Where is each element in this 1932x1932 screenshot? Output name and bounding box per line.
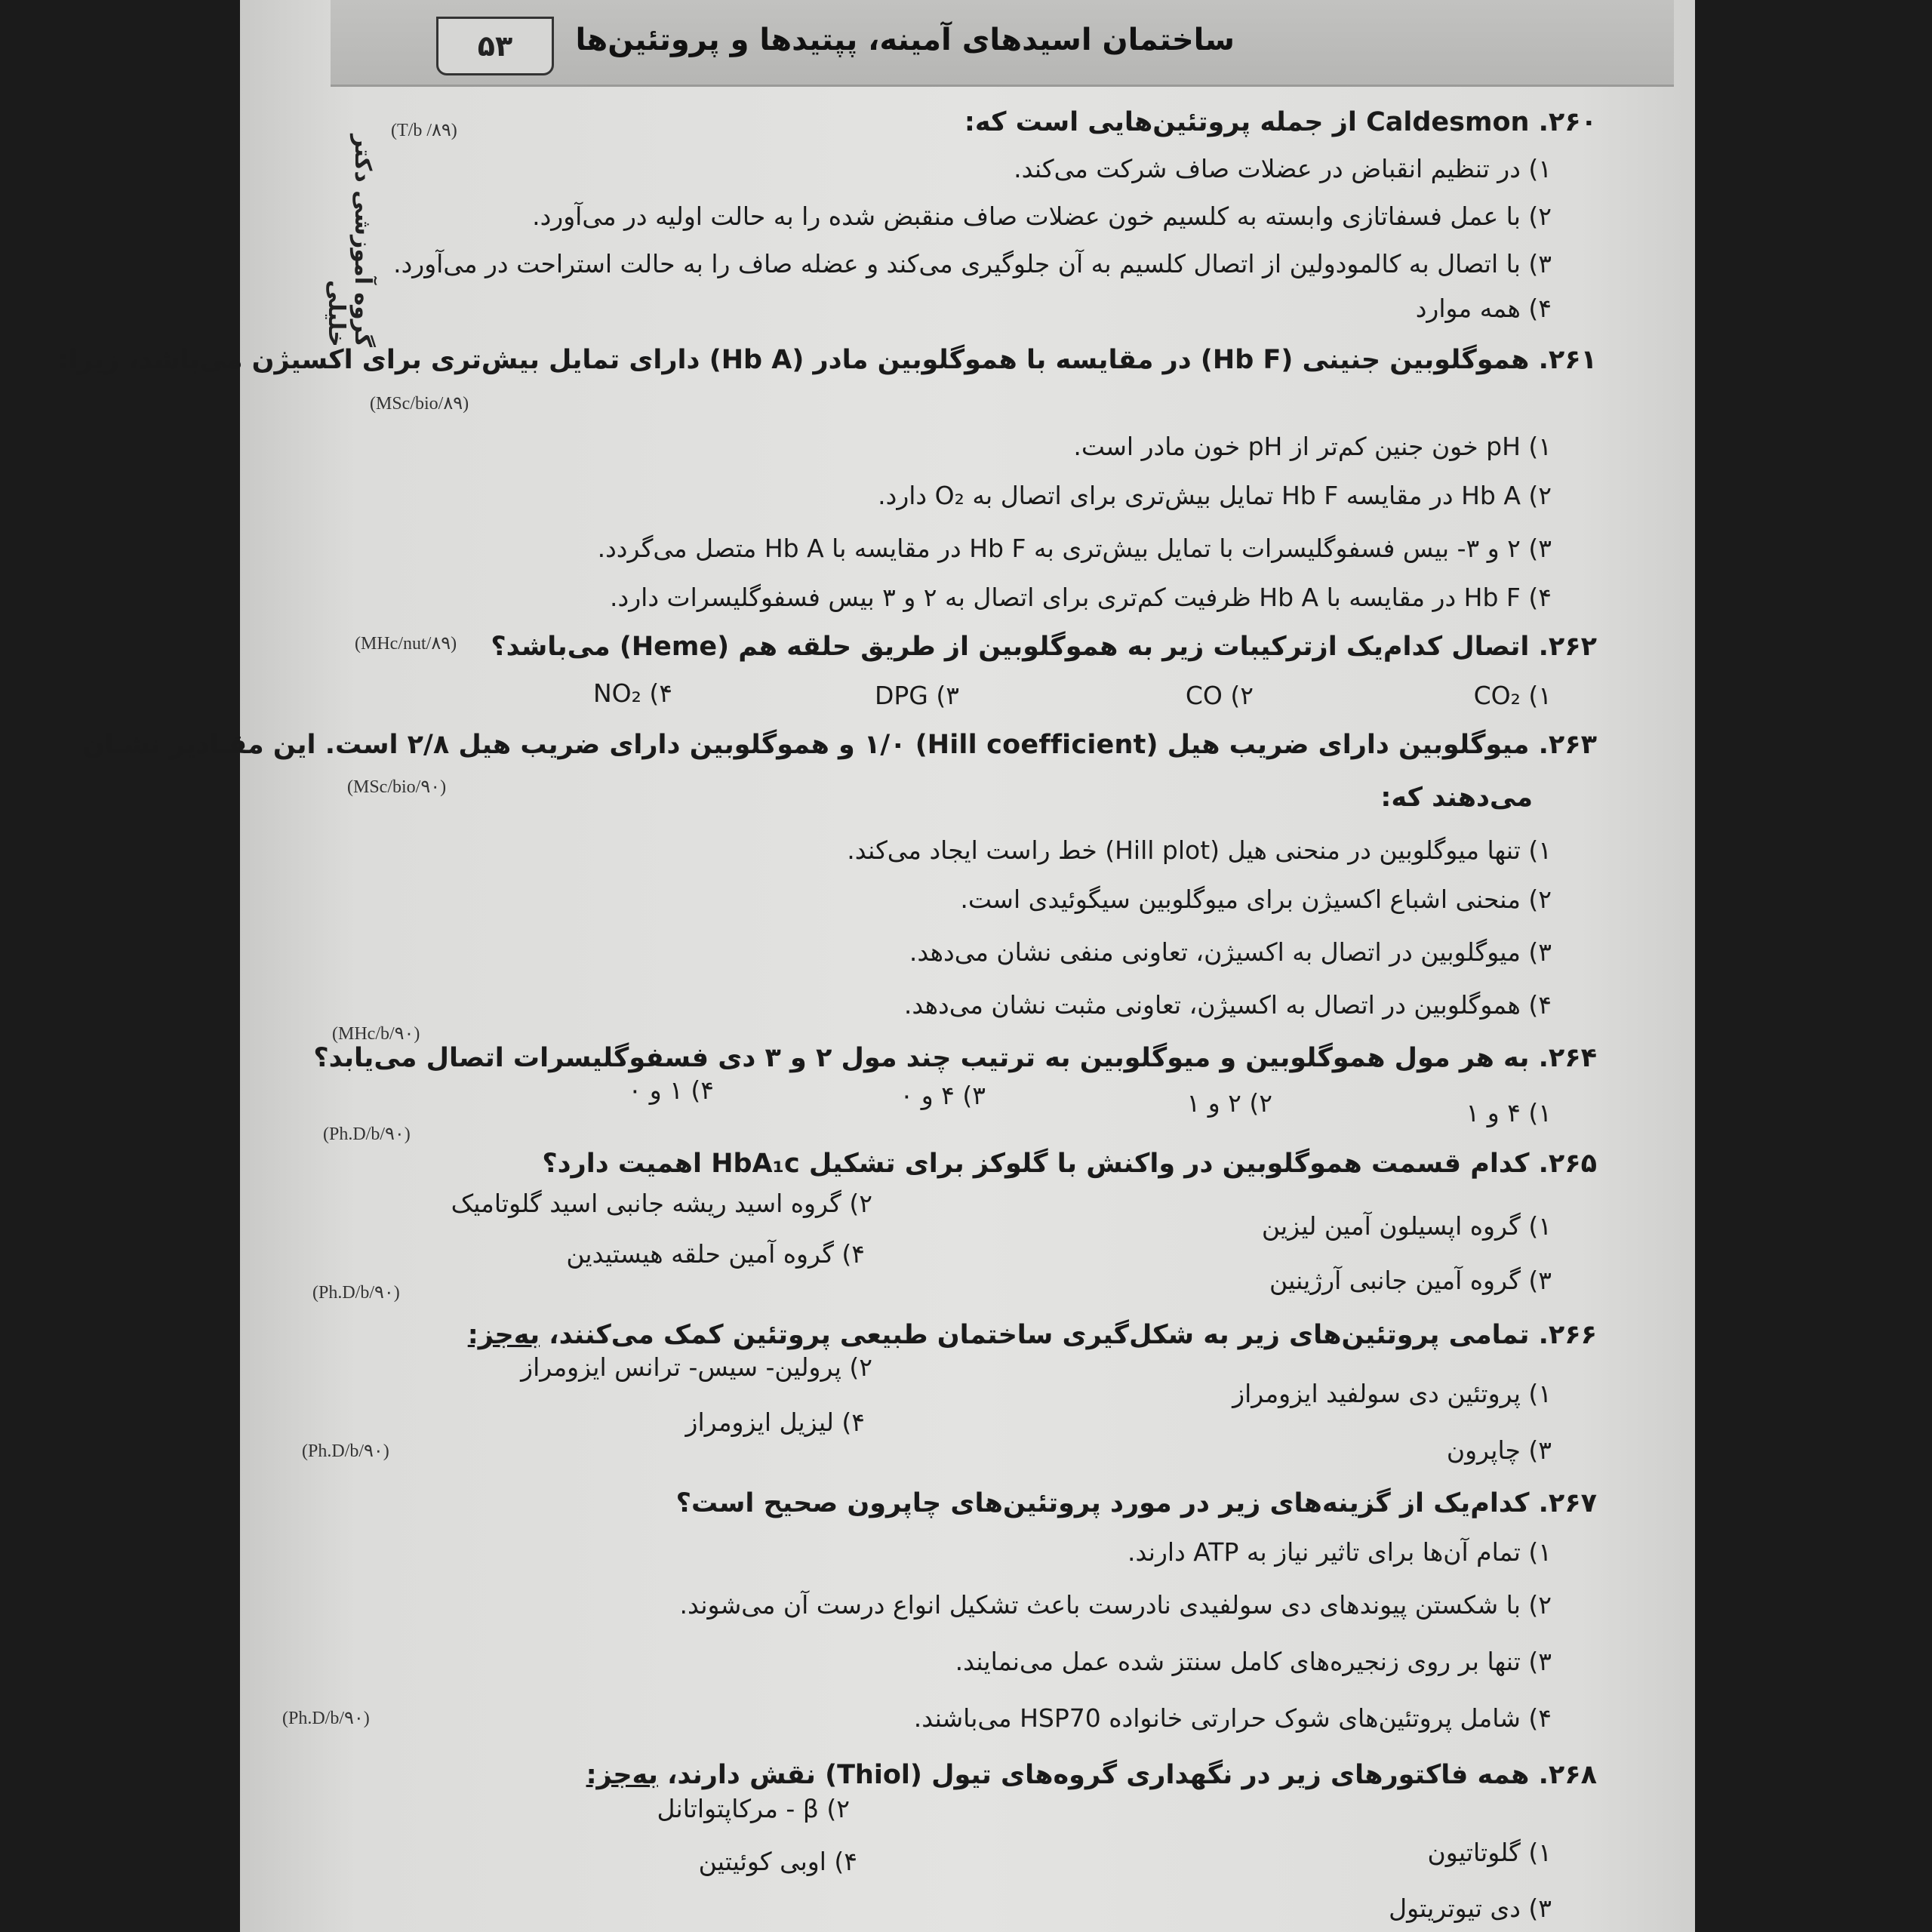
option: ۴) NO₂ — [593, 678, 672, 708]
option: ۲) با شکستن پیوندهای دی سولفیدی نادرست باعث تشکیل انواع درست آن می‌شوند. — [679, 1590, 1552, 1620]
option: ۴) همه موارد — [1415, 294, 1552, 323]
option: ۱) CO₂ — [1473, 681, 1552, 710]
question-stem — [586, 1762, 1597, 1789]
questions-content — [57, 0, 1695, 1932]
question-stem: ۲۶۴. به هر مول هموگلوبین و میوگلوبین به ترتیب چند مول ۲ و ۳ دی فسفوگلیسرات اتصال می‌یابد؟ — [313, 1043, 1597, 1073]
option: ۳) گروه آمین جانبی آرژینین — [1269, 1266, 1552, 1295]
option: ۱) تنها میوگلوبین در منحنی هیل (Hill plot) خط راست ایجاد می‌کند. — [847, 835, 1552, 865]
question-source: (MSc/bio/۸۹) — [370, 394, 469, 414]
question-source: (MSc/bio/۹۰) — [347, 777, 447, 797]
page-number: ۵۳ — [477, 29, 513, 63]
option: ۱) در تنظیم انقباض در عضلات صاف شرکت می‌کند. — [1014, 154, 1552, 183]
option: ۴) Hb F در مقایسه با Hb A ظرفیت کم‌تری برای اتصال به ۲ و ۳ بیس فسفوگلیسرات دارد. — [610, 583, 1552, 612]
option: ۲) Hb A در مقایسه Hb F تمایل بیش‌تری برای اتصال به O₂ دارد. — [878, 481, 1552, 510]
question-emphasis: به‌جز: — [586, 1760, 658, 1790]
question-stem: ۲۶۷. کدام‌یک از گزینه‌های زیر در مورد پروتئین‌های چاپرون صحیح است؟ — [675, 1488, 1597, 1518]
question-source: (Ph.D/b/۹۰) — [282, 1709, 370, 1728]
question-stem: ۲۶۰. Caldesmon از جمله پروتئین‌هایی است که: — [964, 107, 1597, 137]
option: ۴) گروه آمین حلقه هیستیدین — [566, 1239, 865, 1269]
option: ۳) ۲ و ۳- بیس فسفوگلیسرات با تمایل بیش‌تری به Hb F در مقایسه با Hb A متصل می‌گردد. — [597, 534, 1552, 563]
option: ۱) گلوتاتیون — [1427, 1838, 1552, 1867]
question-stem — [468, 1322, 1597, 1349]
question-emphasis: به‌جز: — [467, 1320, 540, 1350]
option: ۴) شامل پروتئین‌های شوک حرارتی خانواده HSP70 می‌باشند. — [913, 1703, 1552, 1733]
option: ۱) پروتئین دی سولفید ایزومراز — [1232, 1379, 1552, 1408]
question-source: (MHc/nut/۸۹) — [355, 634, 457, 654]
option: ۲) CO — [1185, 681, 1254, 710]
question-stem-text: ۲۶۸. همه فاکتورهای زیر در نگهداری گروه‌های تیول (Thiol) نقش دارند، — [657, 1760, 1597, 1790]
option: ۲) گروه اسید ریشه جانبی اسید گلوتامیک — [451, 1189, 872, 1218]
option: ۳) با اتصال به کالمودولین از اتصال کلسیم به آن جلوگیری می‌کند و عضله صاف را به حالت استراحت در می‌آورد. — [393, 249, 1552, 278]
option: ۳) دی تیوتریتول — [1389, 1894, 1552, 1923]
question-source: (T/b /۸۹) — [391, 121, 457, 140]
option: ۳) ۴ و ۰ — [900, 1081, 986, 1110]
question-source: (Ph.D/b/۹۰) — [312, 1283, 400, 1303]
option: ۴) ۱ و ۰ — [628, 1075, 714, 1105]
question-source: (Ph.D/b/۹۰) — [302, 1441, 389, 1461]
option: ۲) منحنی اشباع اکسیژن برای میوگلوبین سیگوئیدی است. — [960, 884, 1552, 914]
question-source: (Ph.D/b/۹۰) — [323, 1124, 411, 1144]
question-stem: ۲۶۵. کدام قسمت هموگلوبین در واکنش با گلوکز برای تشکیل HbA₁c اهمیت دارد؟ — [542, 1149, 1597, 1179]
option: ۲) β - مرکاپتواتانل — [657, 1794, 850, 1823]
option: ۳) DPG — [875, 681, 959, 710]
option: ۲) پرولین- سیس- ترانس ایزومراز — [521, 1352, 872, 1382]
question-stem: ۲۶۲. اتصال کدام‌یک ازترکیبات زیر به هموگلوبین از طریق حلقه هم (Heme) می‌باشد؟ — [491, 632, 1597, 662]
question-stem-continued: می‌دهند که: — [1380, 783, 1533, 813]
option: ۱) گروه اپسیلون آمین لیزین — [1261, 1211, 1552, 1241]
option: ۱) تمام آن‌ها برای تاثیر نیاز به ATP دارند. — [1127, 1537, 1552, 1567]
question-stem-text: ۲۶۶. تمامی پروتئین‌های زیر به شکل‌گیری ساختمان طبیعی پروتئین کمک می‌کنند، — [540, 1320, 1597, 1350]
question-source: (MHc/b/۹۰) — [332, 1024, 420, 1044]
option: ۴) لیزیل ایزومراز — [685, 1407, 865, 1437]
option: ۴) هموگلوبین در اتصال به اکسیژن، تعاونی مثبت نشان می‌دهد. — [903, 990, 1552, 1020]
option: ۲) با عمل فسفاتازی وابسته به کلسیم خون عضلات صاف منقبض شده را به حالت اولیه در می‌آورد. — [532, 202, 1552, 231]
side-label: گروه آموزشی دکتر خلیلی — [323, 134, 376, 347]
option: ۱) pH خون جنین کم‌تر از pH خون مادر است. — [1073, 432, 1552, 461]
chapter-title: ساختمان اسیدهای آمینه، پپتیدها و پروتئین‌ها — [575, 23, 1235, 57]
option: ۴) اوبی کوئیتین — [698, 1847, 857, 1876]
option: ۱) ۴ و ۱ — [1466, 1098, 1552, 1128]
book-page — [57, 0, 1695, 1932]
question-stem: ۲۶۱. هموگلوبین جنینی (Hb F) در مقایسه با هموگلوبین مادر (Hb A) دارای تمایل بیش‌تری برای اکسیژن می‌باشد، زیرا: — [57, 345, 1597, 375]
question-stem: ۲۶۳. میوگلوبین دارای ضریب هیل (Hill coefficient) ۱/۰ و هموگلوبین دارای ضریب هیل ۲/۸ است. این مقـادیر نشـان — [82, 730, 1597, 760]
option: ۳) تنها بر روی زنجیره‌های کامل سنتز شده عمل می‌نمایند. — [955, 1647, 1552, 1676]
option: ۲) ۲ و ۱ — [1186, 1088, 1272, 1118]
option: ۳) چاپرون — [1446, 1435, 1552, 1465]
option: ۳) میوگلوبین در اتصال به اکسیژن، تعاونی منفی نشان می‌دهد. — [909, 937, 1552, 967]
